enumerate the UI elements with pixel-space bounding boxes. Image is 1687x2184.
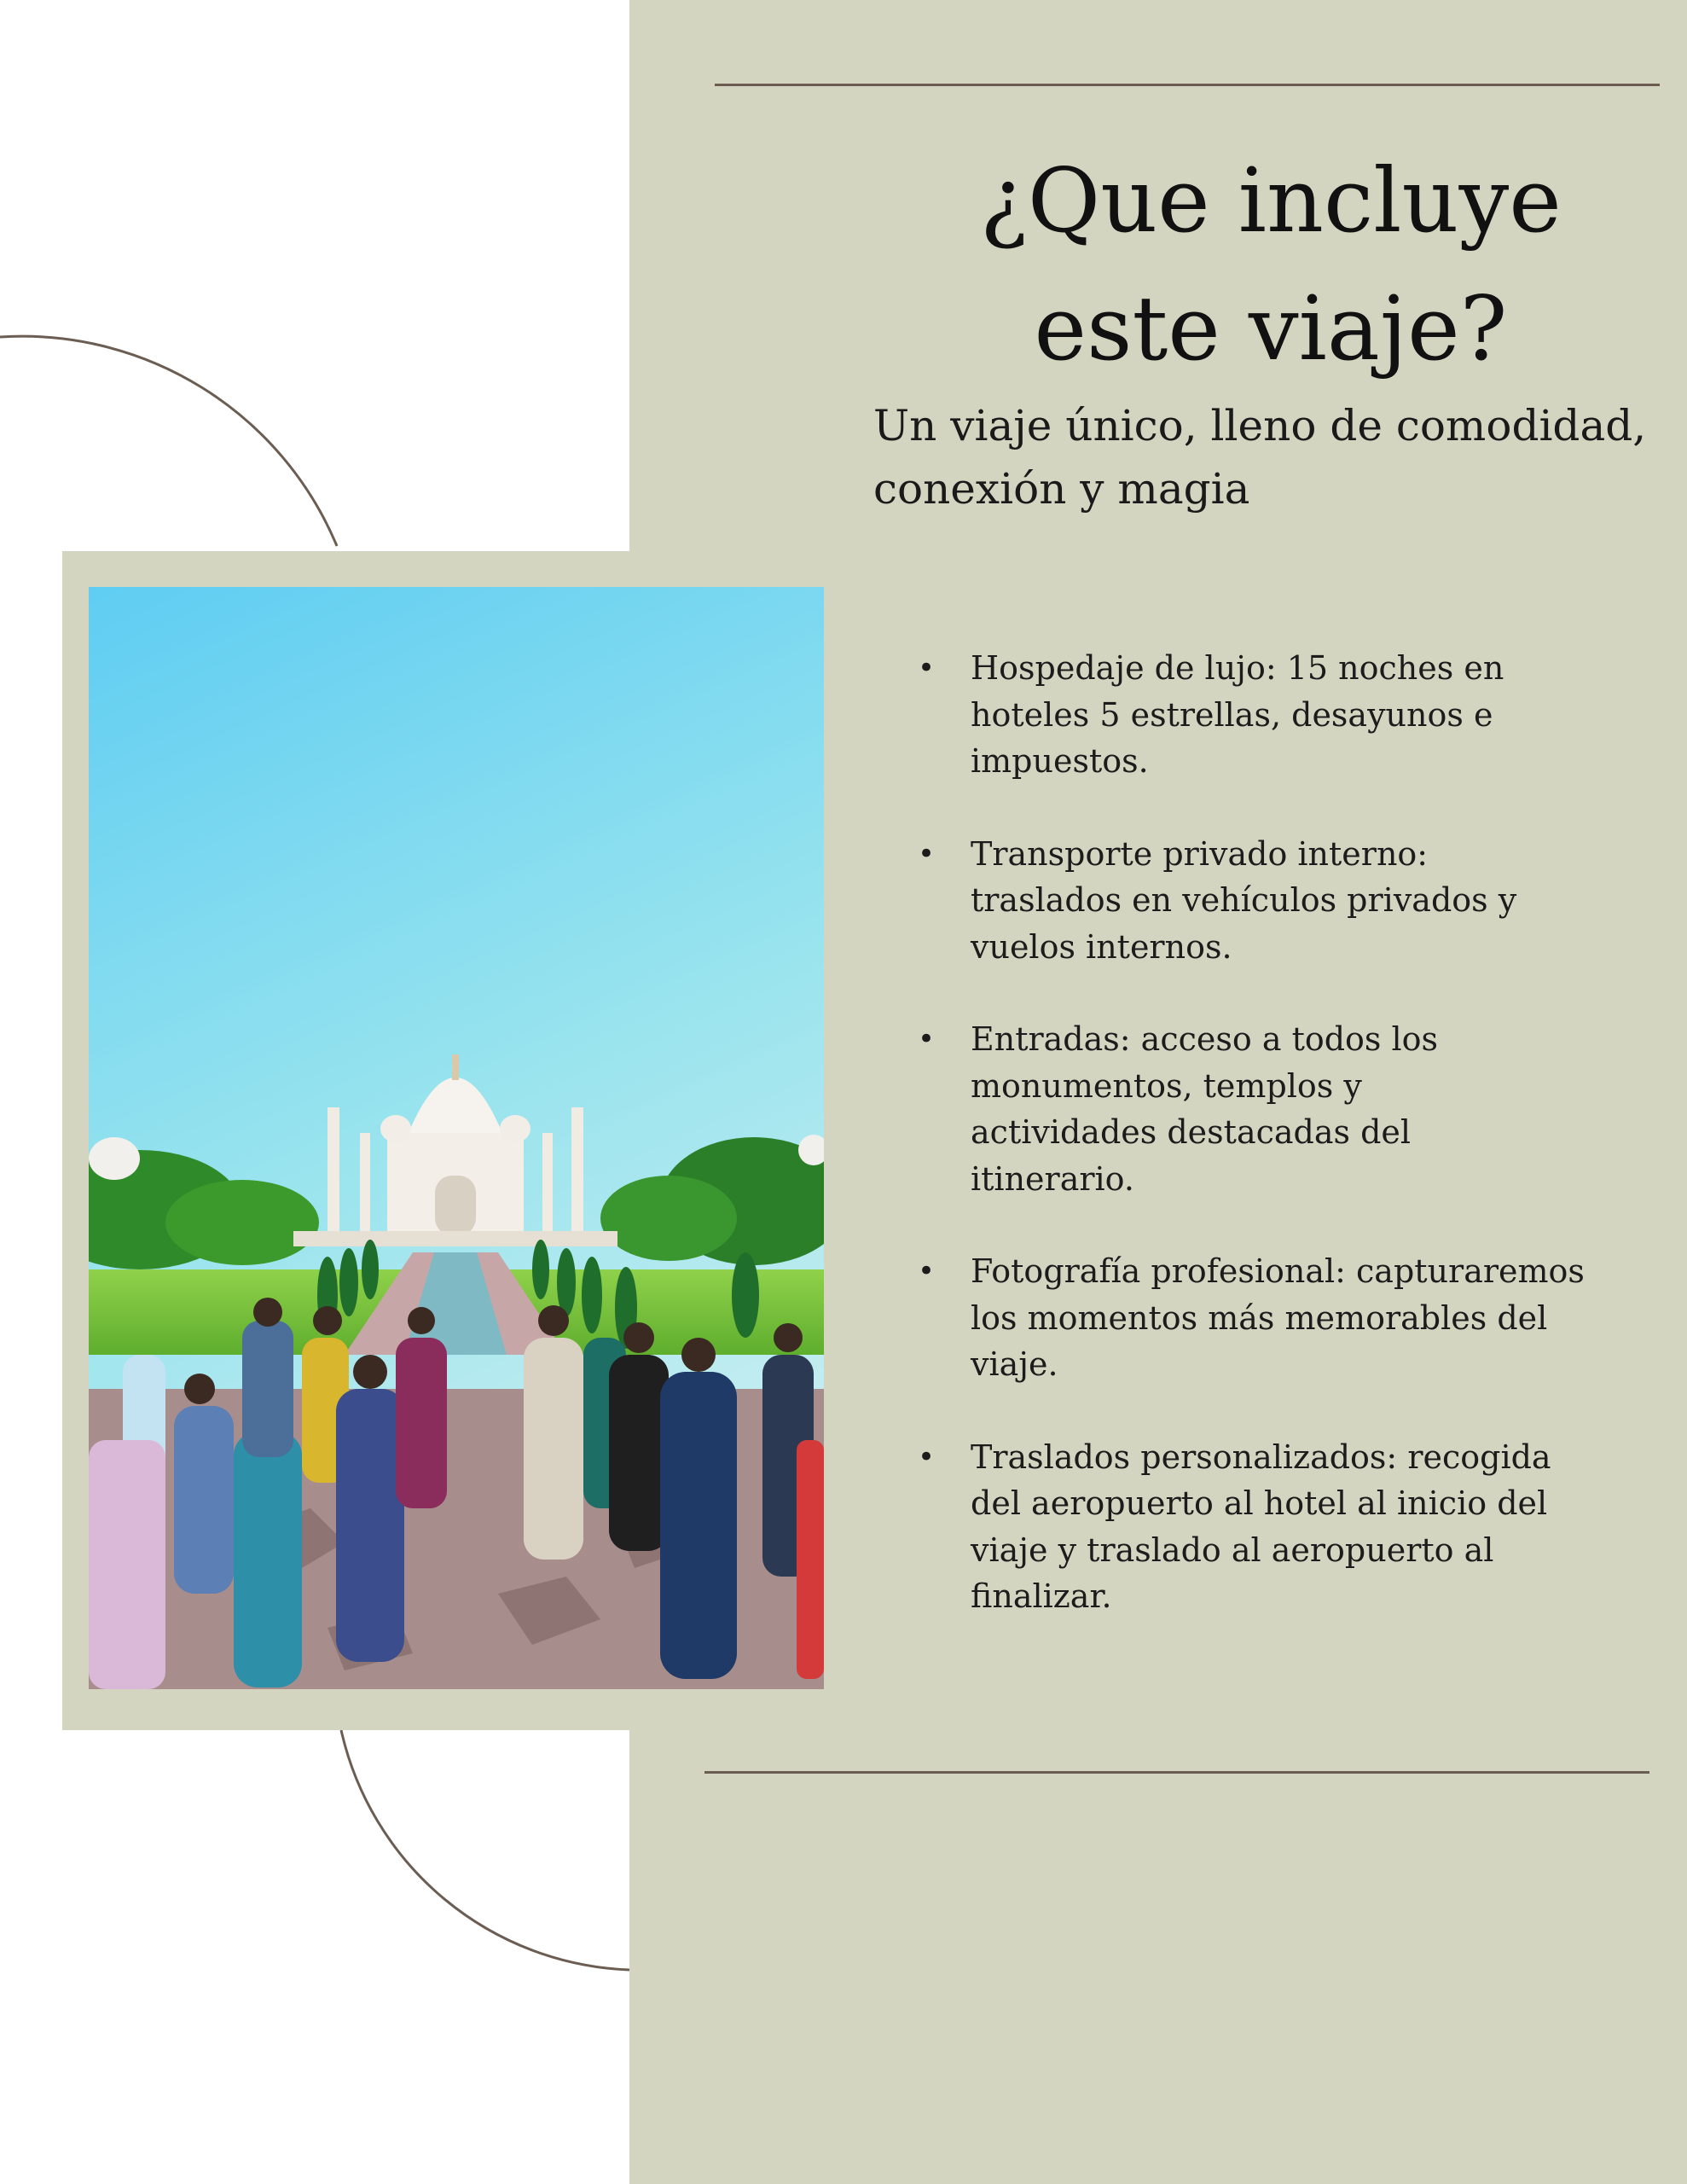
bullet-icon: •	[918, 1439, 936, 1474]
bullet-icon: •	[918, 1254, 936, 1288]
bullet-icon: •	[918, 836, 936, 871]
feature-line: Hospedaje de lujo: 15 noches en	[971, 649, 1504, 687]
list-item	[913, 645, 1646, 785]
bullet-icon: •	[918, 651, 936, 685]
feature-line: impuestos.	[971, 742, 1149, 780]
feature-line: monumentos, templos y	[971, 1066, 1362, 1105]
feature-line: Fotografía profesional: capturaremos	[971, 1252, 1585, 1290]
top-divider	[715, 84, 1660, 86]
feature-line: actividades destacadas del	[971, 1113, 1412, 1151]
title-line-2: este viaje?	[1034, 276, 1508, 380]
feature-line: vuelos internos.	[971, 927, 1232, 966]
bottom-divider	[704, 1771, 1649, 1774]
feature-line: Entradas: acceso a todos los	[971, 1020, 1439, 1058]
feature-line: itinerario.	[971, 1159, 1134, 1198]
list-item	[913, 831, 1646, 971]
top-arc	[0, 336, 337, 546]
page-title	[938, 136, 1603, 392]
taj-mahal-photo	[89, 587, 824, 1689]
feature-line: traslados en vehículos privados y	[971, 881, 1517, 919]
list-item	[913, 1248, 1646, 1388]
bottom-arc	[341, 1730, 629, 1970]
bullet-icon: •	[918, 1022, 936, 1056]
list-item	[913, 1016, 1646, 1202]
subtitle-line-1: Un viaje único, lleno de comodidad,	[873, 401, 1647, 450]
feature-line: hoteles 5 estrellas, desayunos e	[971, 695, 1493, 734]
feature-line: viaje.	[971, 1345, 1058, 1383]
list-item	[913, 1434, 1646, 1620]
subtitle	[873, 394, 1675, 520]
feature-line: viaje y traslado al aeropuerto al	[971, 1531, 1494, 1569]
title-line-1: ¿Que incluye	[980, 148, 1562, 253]
feature-line: Traslados personalizados: recogida	[971, 1438, 1551, 1476]
feature-line: Transporte privado interno:	[971, 834, 1429, 873]
features-list	[913, 645, 1646, 1666]
feature-line: los momentos más memorables del	[971, 1298, 1548, 1337]
feature-line: finalizar.	[971, 1577, 1112, 1615]
feature-line: del aeropuerto al hotel al inicio del	[971, 1484, 1548, 1522]
subtitle-line-2: conexión y magia	[873, 464, 1250, 514]
